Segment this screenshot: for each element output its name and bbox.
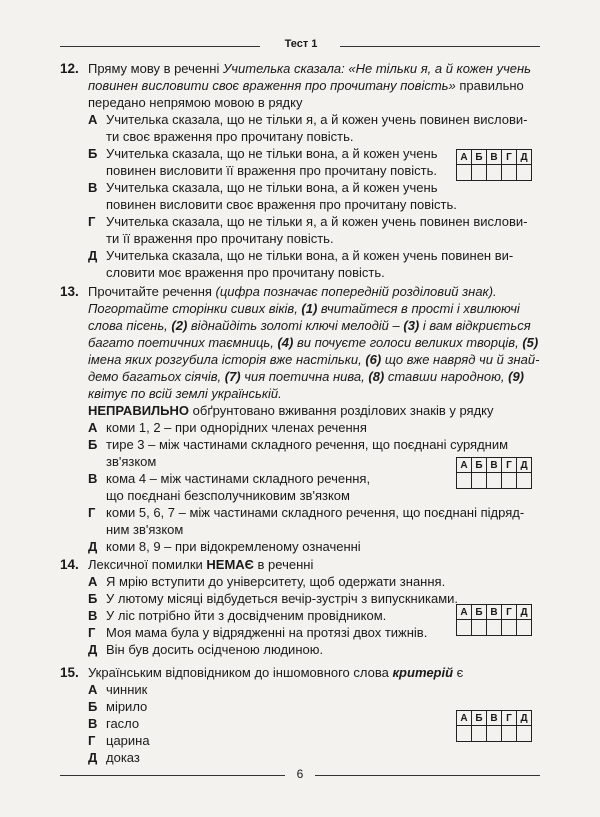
page-footer (60, 767, 540, 783)
option-c[interactable]: В кома 4 – між частинами складного речення, що поєднані безсполучниковим зв'язком (88, 471, 371, 503)
answer-grid-letters: А Б В Г Д (457, 458, 532, 473)
option-a[interactable]: А коми 1, 2 – при однорідних членах речення (88, 420, 367, 435)
answer-box[interactable] (502, 473, 517, 489)
sentence-line: багато поетичних таємниць, (4) ви почуєте голоси великих творців, (5) (88, 335, 539, 350)
question-number: 15. (60, 665, 79, 680)
question-stem: Лексичної помилки НЕМАЄ в реченні (88, 557, 314, 572)
option-c[interactable]: В гасло (88, 716, 140, 731)
answer-grid-letters: А Б В Г Д (457, 150, 532, 165)
answer-grid-q13 (456, 457, 532, 489)
answer-grid-q12 (456, 149, 532, 181)
question-stem: Українським відповідником до іншомовного слова критерій є (88, 665, 464, 680)
footer-rule-right (315, 775, 540, 776)
question-stem-line: повинен висловити своє враження про прочитану повість» правильно (88, 78, 524, 93)
answer-box[interactable] (457, 726, 472, 742)
answer-grid-q15 (456, 710, 532, 742)
option-b[interactable]: Б У лютому місяці відбудеться вечір-зустріч з випускниками. (88, 591, 459, 606)
option-b[interactable]: Б мірило (88, 699, 148, 714)
option-e[interactable]: Д доказ (88, 750, 140, 765)
header-title: Тест 1 (284, 38, 318, 50)
answer-grid-letters: А Б В Г Д (457, 711, 532, 726)
answer-box[interactable] (502, 726, 517, 742)
option-a[interactable]: А чинник (88, 682, 148, 697)
option-b[interactable]: Б тире 3 – між частинами складного речення, що поєднані сурядним зв'язком (88, 437, 509, 469)
answer-box[interactable] (472, 473, 487, 489)
option-d[interactable]: Г коми 5, 6, 7 – між частинами складного речення, що поєднані підряд- ним зв'язком (88, 505, 525, 537)
sentence-line: квітує по всій землі українській. (88, 386, 282, 401)
question-13 (60, 283, 550, 555)
footer-rule-left (60, 775, 285, 776)
answer-box[interactable] (487, 726, 502, 742)
option-a[interactable]: А Я мрію вступити до університету, щоб одержати знання. (88, 574, 446, 589)
sentence-line: Погортайте сторінки сивих віків, (1) вчитайтеся в прості і хвилюючі (88, 301, 520, 316)
option-e[interactable]: Д Він був досить осідченою людиною. (88, 642, 324, 657)
answer-box[interactable] (502, 620, 517, 636)
question-intro: Прочитайте речення (цифра позначає попередній розділовий знак). (88, 284, 497, 299)
answer-grid-letters: А Б В Г Д (457, 605, 532, 620)
answer-box[interactable] (487, 473, 502, 489)
option-b[interactable]: Б Учителька сказала, що не тільки вона, а й кожен учень повинен висловити її враження про прочитану повість. (88, 146, 438, 178)
option-a[interactable]: А Учителька сказала, що не тільки я, а й кожен учень повинен вислови- ти своє враження про прочитану повість. (88, 112, 528, 144)
question-number: 14. (60, 557, 79, 572)
answer-box[interactable] (457, 165, 472, 181)
question-task: НЕПРАВИЛЬНО обґрунтовано вживання розділових знаків у рядку (88, 403, 494, 418)
answer-box[interactable] (457, 620, 472, 636)
answer-box[interactable] (487, 620, 502, 636)
option-d[interactable]: Г Учителька сказала, що не тільки я, а й кожен учень повинен вислови- ти її враження про прочитану повість. (88, 214, 528, 246)
option-d[interactable]: Г царина (88, 733, 150, 748)
option-e[interactable]: Д коми 8, 9 – при відокремленому означенні (88, 539, 361, 554)
header-rule-left (60, 46, 260, 47)
answer-box[interactable] (502, 165, 517, 181)
question-number: 13. (60, 284, 79, 299)
answer-box[interactable] (517, 473, 532, 489)
answer-box[interactable] (472, 165, 487, 181)
answer-box[interactable] (487, 165, 502, 181)
page-header (60, 38, 540, 52)
header-rule-right (340, 46, 540, 47)
question-stem-line: Пряму мову в реченні Учителька сказала: «Не тільки я, а й кожен учень (88, 61, 532, 76)
option-c[interactable]: В Учителька сказала, що не тільки вона, а й кожен учень повинен висловити своє враження про прочитану повість. (88, 180, 457, 212)
page-number: 6 (296, 767, 304, 781)
sentence-line: імена яких розгубила історія вже настільки, (6) що вже навряд чи й знай- (88, 352, 540, 367)
answer-box[interactable] (472, 726, 487, 742)
sentence-line: слова пісень, (2) віднайдіть золоті ключі мелодій – (3) і вам відкриється (88, 318, 531, 333)
option-e[interactable]: Д Учителька сказала, що не тільки вона, а й кожен учень повинен ви- словити моє враження про прочитану повість. (88, 248, 514, 280)
answer-box[interactable] (472, 620, 487, 636)
answer-box[interactable] (517, 165, 532, 181)
option-c[interactable]: В У ліс потрібно йти з досвідченим провідником. (88, 608, 387, 623)
question-stem-line: передано непрямою мовою в рядку (88, 95, 303, 110)
sentence-line: демо багатьох сіячів, (7) чия поетична нива, (8) ставши народною, (9) (88, 369, 524, 384)
answer-box[interactable] (517, 726, 532, 742)
option-d[interactable]: Г Моя мама була у відрядженні на протязі двох тижнів. (88, 625, 428, 640)
question-number: 12. (60, 61, 79, 76)
answer-grid-q14 (456, 604, 532, 636)
answer-box[interactable] (517, 620, 532, 636)
answer-box[interactable] (457, 473, 472, 489)
